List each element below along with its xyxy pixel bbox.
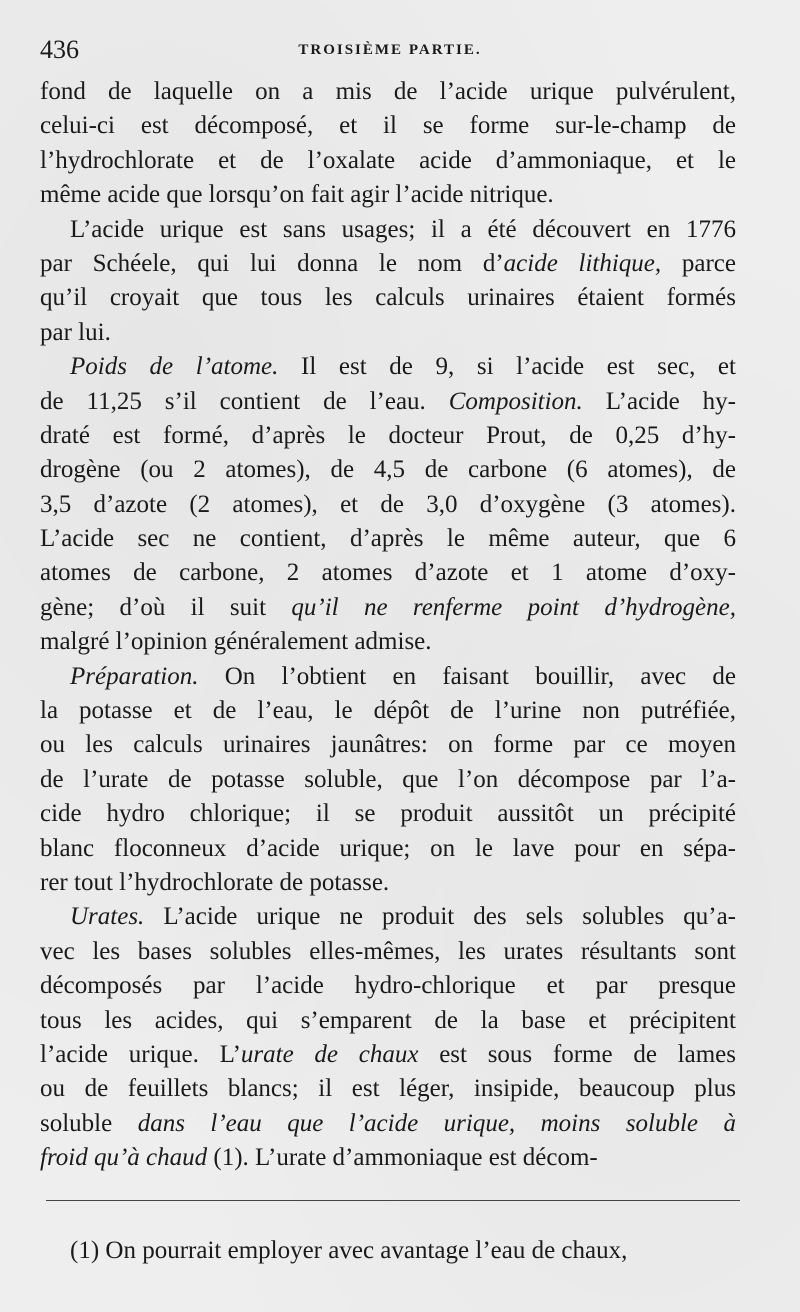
text-run: parce bbox=[661, 249, 736, 277]
text-line bbox=[40, 763, 736, 797]
italic-text: froid qu’à chaud bbox=[40, 1144, 208, 1172]
text-line bbox=[40, 797, 736, 831]
text-run: Il est de 9, si l’acide est sec, et bbox=[278, 353, 736, 381]
text-run: cide hydro chlorique; il se produit aussitôt un précipité bbox=[40, 800, 736, 828]
text-line bbox=[40, 281, 736, 315]
text-line bbox=[40, 728, 736, 762]
text-line bbox=[40, 591, 736, 625]
text-line bbox=[40, 385, 736, 419]
text-run: 3,5 d’azote (2 atomes), et de 3,0 d’oxygène (3 atomes). bbox=[40, 490, 736, 518]
text-run: L’acide hy- bbox=[582, 387, 736, 415]
text-run: malgré l’opinion généralement admise. bbox=[40, 628, 432, 656]
text-run: gène; d’où il suit bbox=[40, 593, 292, 621]
text-line bbox=[40, 178, 736, 212]
text-line bbox=[40, 316, 736, 350]
text-line bbox=[40, 144, 736, 178]
text-run: qu’il croyait que tous les calculs urinaires étaient formés bbox=[40, 284, 736, 312]
text-run: ou de feuillets blancs; il est léger, insipide, beaucoup plus bbox=[40, 1075, 736, 1103]
text-line bbox=[40, 1141, 736, 1175]
text-run: par lui. bbox=[40, 318, 111, 346]
italic-text: qu’il ne renferme point d’hydrogène, bbox=[291, 593, 736, 621]
text-run: de 11,25 s’il contient de l’eau. bbox=[40, 387, 449, 415]
text-run: même acide que lorsqu’on fait agir l’acide nitrique. bbox=[40, 181, 554, 209]
text-line bbox=[40, 556, 736, 590]
text-run: atomes de carbone, 2 atomes d’azote et 1 atome d’oxy- bbox=[40, 559, 736, 587]
text-run: de l’urate de potasse soluble, que l’on décompose par l’a- bbox=[40, 765, 736, 793]
text-line bbox=[40, 488, 736, 522]
text-run: rer tout l’hydrochlorate de potasse. bbox=[40, 868, 390, 896]
text-line bbox=[40, 1107, 736, 1141]
text-run: drogène (ou 2 atomes), de 4,5 de carbone (6 atomes), de bbox=[40, 456, 736, 484]
text-line bbox=[40, 935, 736, 969]
text-line bbox=[40, 866, 736, 900]
italic-text: dans l’eau que l’acide urique, moins soluble à bbox=[137, 1109, 736, 1137]
text-line bbox=[40, 1004, 736, 1038]
italic-text: Composition. bbox=[448, 387, 583, 415]
footnote: (1) On pourrait employer avec avantage l’eau de chaux, bbox=[70, 1237, 628, 1264]
text-line bbox=[40, 75, 736, 109]
text-line bbox=[40, 1072, 736, 1106]
text-run: celui-ci est décomposé, et il se forme sur-le-champ de bbox=[40, 112, 736, 140]
text-run: la potasse et de l’eau, le dépôt de l’urine non putréfiée, bbox=[40, 697, 736, 725]
italic-text: acide lithique, bbox=[503, 249, 662, 277]
text-run: soluble bbox=[40, 1109, 138, 1137]
text-run: (1). L’urate d’ammoniaque est décom- bbox=[207, 1144, 598, 1172]
italic-text: urate de chaux bbox=[240, 1040, 419, 1068]
text-line bbox=[40, 969, 736, 1003]
text-line bbox=[40, 1038, 736, 1072]
body-text bbox=[40, 75, 736, 1176]
text-run: vec les bases solubles elles-mêmes, les urates résultants sont bbox=[40, 937, 736, 965]
text-run: décomposés par l’acide hydro-chlorique et par presque bbox=[40, 972, 736, 1000]
text-run: draté est formé, d’après le docteur Prout, de 0,25 d’hy- bbox=[40, 421, 736, 449]
text-line bbox=[40, 660, 736, 694]
text-run: l’hydrochlorate et de l’oxalate acide d’ammoniaque, et le bbox=[40, 146, 736, 174]
text-line bbox=[40, 694, 736, 728]
page-number: 436 bbox=[40, 35, 79, 64]
italic-text: Poids de l’atome. bbox=[70, 353, 279, 381]
text-run: par Schéele, qui lui donna le nom d’ bbox=[40, 249, 504, 277]
text-line bbox=[40, 350, 736, 384]
text-line bbox=[40, 109, 736, 143]
text-line bbox=[40, 419, 736, 453]
text-run: est sous forme de lames bbox=[418, 1040, 736, 1068]
text-line bbox=[40, 247, 736, 281]
running-title: TROISIÈME PARTIE. bbox=[298, 42, 482, 58]
text-run: ou les calculs urinaires jaunâtres: on forme par ce moyen bbox=[40, 731, 736, 759]
text-run: On l’obtient en faisant bouillir, avec de bbox=[198, 662, 736, 690]
italic-text: Préparation. bbox=[70, 662, 199, 690]
text-run: l’acide urique. L’ bbox=[40, 1040, 241, 1068]
running-head bbox=[40, 30, 740, 70]
text-run: fond de laquelle on a mis de l’acide urique pulvérulent, bbox=[40, 78, 736, 105]
italic-text: Urates. bbox=[70, 903, 145, 931]
text-line bbox=[40, 900, 736, 934]
footnote-rule bbox=[46, 1200, 740, 1201]
text-run: L’acide sec ne contient, d’après le même auteur, que 6 bbox=[40, 525, 736, 553]
text-run: tous les acides, qui s’emparent de la base et précipitent bbox=[40, 1006, 736, 1034]
text-line bbox=[40, 832, 736, 866]
text-line bbox=[40, 522, 736, 556]
text-line bbox=[40, 213, 736, 247]
text-run: L’acide urique ne produit des sels solubles qu’a- bbox=[144, 903, 736, 931]
text-line bbox=[40, 625, 736, 659]
text-run: L’acide urique est sans usages; il a été découvert en 1776 bbox=[70, 215, 736, 243]
text-run: blanc floconneux d’acide urique; on le lave pour en sépa- bbox=[40, 834, 736, 862]
text-line bbox=[40, 453, 736, 487]
